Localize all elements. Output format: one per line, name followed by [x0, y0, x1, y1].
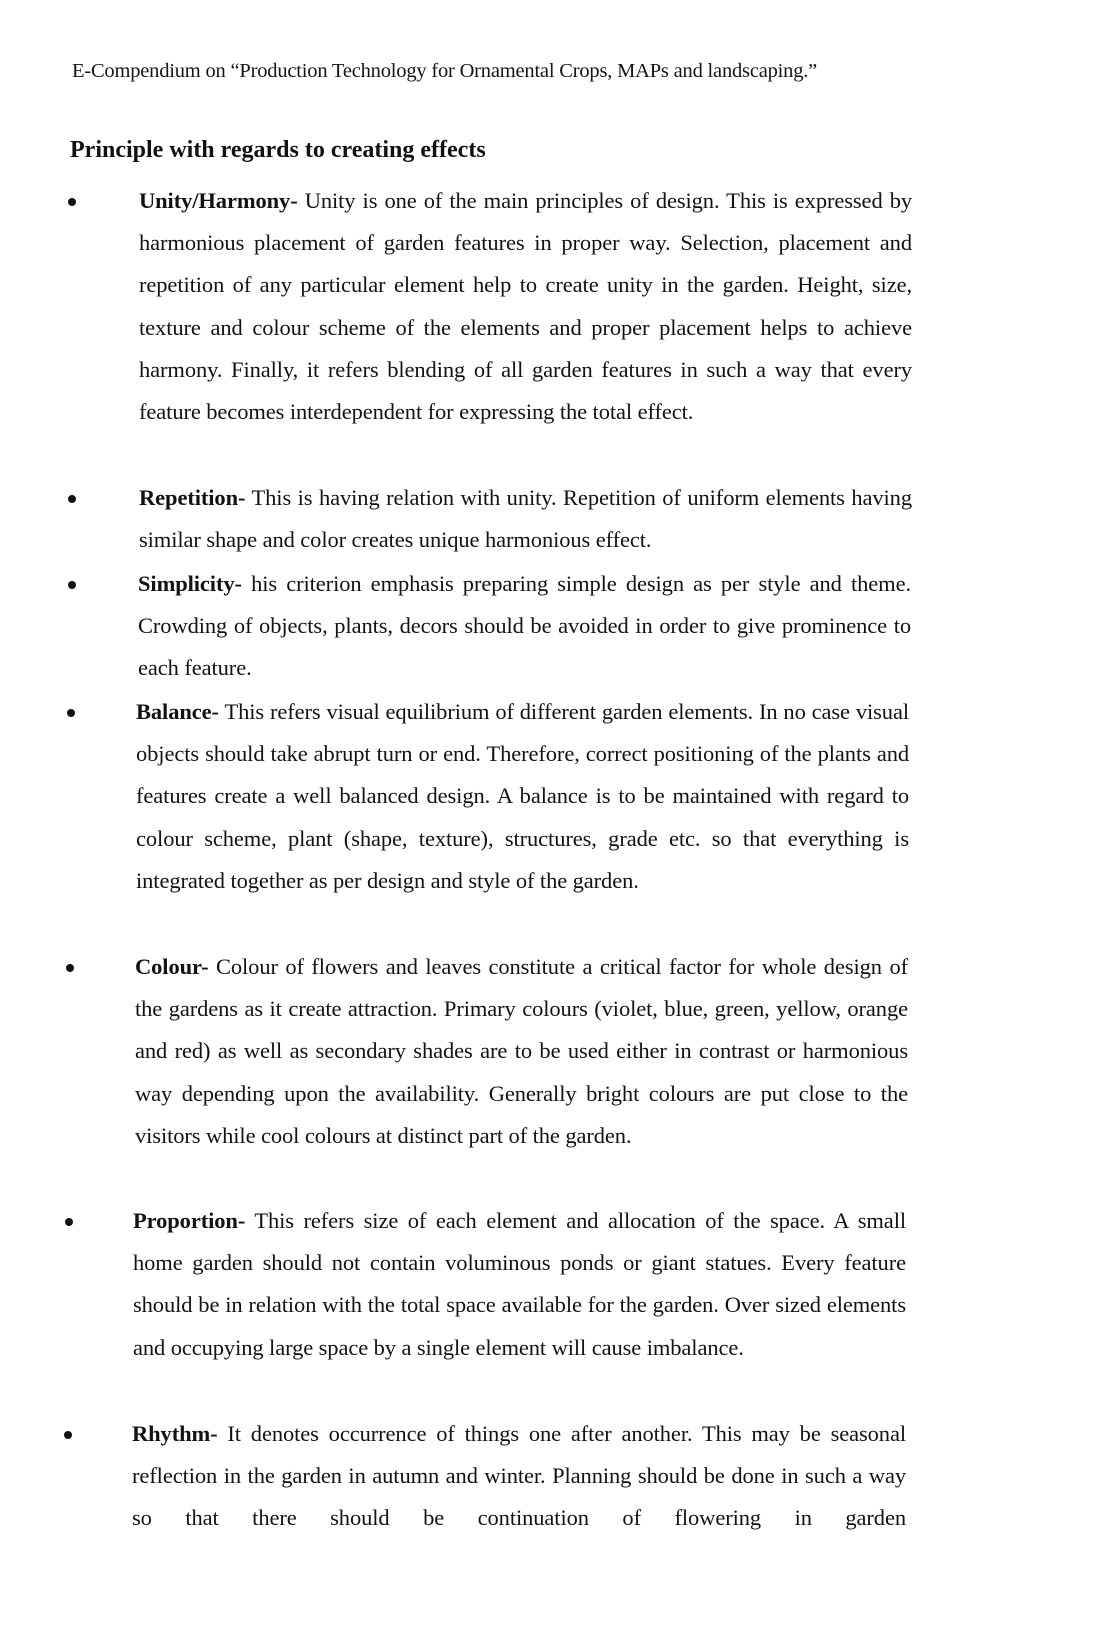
bullet-icon — [68, 581, 76, 589]
principle-term: Unity/Harmony- — [139, 188, 298, 213]
principle-description: This refers size of each element and allocation of the space. A small home garden should not contain voluminous ponds or giant statues. Every feature should be in relation with the total space available for the garden. Over sized elements and occupying large space by a single element will cause imbalance. — [133, 1208, 906, 1360]
principle-description: Colour of flowers and leaves constitute a critical factor for whole design of the gardens as it create attraction. Primary colours (violet, blue, green, yellow, orange and red) as well as secondary shades are to be used either in contrast or harmonious way depending upon the availability. Generally bright colours are put close to the visitors while cool colours at distinct part of the garden. — [135, 954, 908, 1148]
principle-description: his criterion emphasis preparing simple design as per style and theme. Crowding of objects, plants, decors should be avoided in order to give prominence to each feature. — [138, 571, 911, 681]
principle-text — [132, 1413, 906, 1540]
principle-description: Unity is one of the main principles of design. This is expressed by harmonious placement of garden features in proper way. Selection, placement and repetition of any particular element help to create unity in the garden. Height, size, texture and colour scheme of the elements and proper placement helps to achieve harmony. Finally, it refers blending of all garden features in such a way that every feature becomes interdependent for expressing the total effect. — [139, 188, 912, 425]
bullet-icon — [66, 964, 74, 972]
principle-text — [139, 180, 912, 433]
principle-term: Colour- — [135, 954, 209, 979]
bullet-icon — [68, 198, 76, 206]
principle-text — [136, 691, 909, 902]
section-heading: Principle with regards to creating effects — [70, 137, 486, 163]
principle-term: Repetition- — [139, 485, 246, 510]
bullet-icon — [64, 1431, 72, 1439]
principle-description: This is having relation with unity. Repetition of uniform elements having similar shape and color creates unique harmonious effect. — [139, 485, 912, 553]
principle-term: Balance- — [136, 699, 219, 724]
principle-text — [138, 563, 911, 690]
principle-description: This refers visual equilibrium of different garden elements. In no case visual objects should take abrupt turn or end. Therefore, correct positioning of the plants and features create a well balanced design. A balance is to be maintained with regard to colour scheme, plant (shape, texture), structures, grade etc. so that everything is integrated together as per design and style of the garden. — [136, 699, 909, 893]
running-header: E-Compendium on “Production Technology for Ornamental Crops, MAPs and landscaping.” — [72, 60, 818, 82]
bullet-icon — [65, 1218, 73, 1226]
bullet-icon — [67, 709, 75, 717]
principle-description: It denotes occurrence of things one after another. This may be seasonal reflection in the garden in autumn and winter. Planning should be done in such a way so that there should be continuation of flowering in garden — [132, 1421, 906, 1531]
principle-term: Simplicity- — [138, 571, 242, 596]
principle-text — [139, 477, 912, 561]
principle-text — [133, 1200, 906, 1369]
bullet-icon — [68, 495, 76, 503]
principle-term: Rhythm- — [132, 1421, 218, 1446]
principle-term: Proportion- — [133, 1208, 246, 1233]
principle-text — [135, 946, 908, 1157]
